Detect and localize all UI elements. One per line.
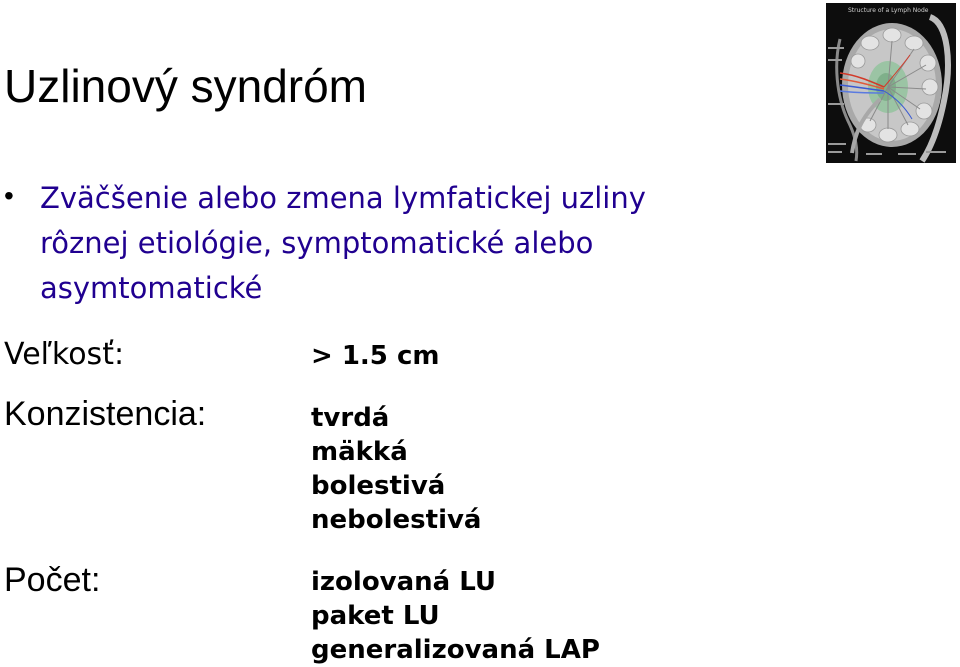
consistency-label: Konzistencia: <box>4 395 207 433</box>
bullet-line: rôznej etiológie, symptomatické alebo <box>40 226 594 260</box>
consistency-value: mäkká <box>311 437 408 467</box>
bullet-text <box>40 176 840 311</box>
count-label: Počet: <box>4 561 101 599</box>
bullet-marker: • <box>4 180 14 211</box>
consistency-value: bolestivá <box>311 471 446 501</box>
lymph-node-diagram-icon <box>826 3 956 163</box>
count-value: paket LU <box>311 601 440 631</box>
count-values <box>311 565 600 667</box>
consistency-values <box>311 401 481 537</box>
image-caption: Structure of a Lymph Node <box>848 7 929 14</box>
consistency-value: tvrdá <box>311 403 390 433</box>
lymph-node-image <box>826 3 956 163</box>
size-values <box>311 339 439 373</box>
bullet-line: Zväčšenie alebo zmena lymfatickej uzliny <box>40 181 646 215</box>
count-value: generalizovaná LAP <box>311 635 600 665</box>
bullet-line: asymtomatické <box>40 271 263 305</box>
count-value: izolovaná LU <box>311 567 497 597</box>
size-value: > 1.5 cm <box>311 341 440 371</box>
slide-title: Uzlinový syndróm <box>4 60 367 112</box>
size-label: Veľkosť: <box>4 337 125 372</box>
consistency-value: nebolestivá <box>311 505 482 535</box>
